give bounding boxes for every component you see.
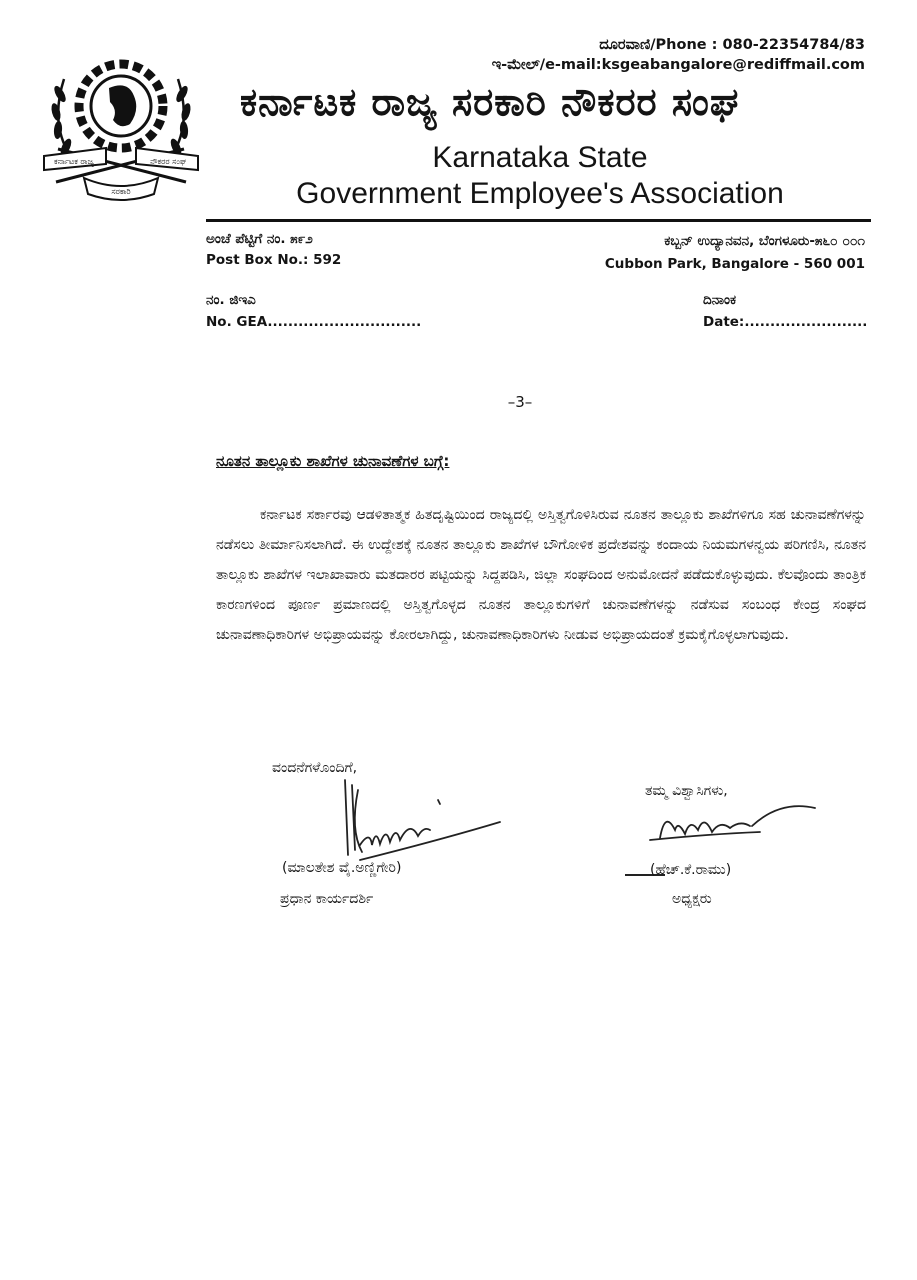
emblem-banner-left: ಕರ್ನಾಟಕ ರಾಜ್ಯ (54, 157, 94, 166)
ref-no-english: No. GEA.............................. (206, 314, 422, 330)
closing: ತಮ್ಮ ವಿಶ್ವಾಸಿಗಳು, (645, 783, 728, 799)
org-name-english (260, 140, 820, 212)
emblem-banner-bottom: ಸರಕಾರಿ (111, 187, 131, 196)
date-english: Date:........................ (703, 314, 868, 330)
association-emblem (36, 44, 206, 209)
right-signatory-designation: ಅಧ್ಯಕ್ಷರು (672, 891, 712, 907)
org-name-english-line1: Karnataka State (432, 141, 648, 174)
greeting: ವಂದನೆಗಳೊಂದಿಗೆ, (272, 760, 358, 776)
email-line: ಇ-ಮೇಲ್/e-mail:ksgeabangalore@rediffmail.com (491, 57, 865, 73)
left-signatory-name: (ಮಾಲತೇಶ ವೈ.ಅಣ್ಣಿಗೇರಿ) (282, 860, 402, 876)
left-signatory-designation: ಪ್ರಧಾನ ಕಾರ್ಯದರ್ಶಿ (280, 891, 374, 907)
post-box-english: Post Box No.: 592 (206, 252, 342, 268)
right-signatory-name: (ಹೆಚ್.ಕೆ.ರಾಮು) (650, 862, 732, 878)
page-number: –3– (507, 393, 533, 411)
emblem-banner-right: ನೌಕರರ ಸಂಘ (150, 157, 186, 166)
letter-subject: ನೂತನ ತಾಲ್ಲೂಕು ಶಾಖೆಗಳ ಚುನಾವಣೆಗಳ ಬಗ್ಗೆ: (216, 452, 450, 470)
address-kannada: ಕಬ್ಬನ್ ಉದ್ಯಾನವನ, ಬೆಂಗಳೂರು-೫೬೦ ೦೦೧ (664, 233, 865, 249)
ref-no-kannada: ನಂ. ಜಿಇಎ (206, 292, 256, 308)
org-name-english-line2: Government Employee's Association (296, 177, 784, 210)
right-signature (620, 790, 820, 850)
phone-line: ದೂರವಾಣಿ/Phone : 080-22354784/83 (599, 37, 865, 53)
address-english: Cubbon Park, Bangalore - 560 001 (604, 256, 865, 272)
date-kannada: ದಿನಾಂಕ (703, 292, 737, 308)
header-divider (206, 219, 871, 222)
org-name-kannada: ಕರ್ನಾಟಕ ರಾಜ್ಯ ಸರಕಾರಿ ನೌಕರರ ಸಂಘ (240, 80, 740, 124)
letter-body: ಕರ್ನಾಟಕ ಸರ್ಕಾರವು ಆಡಳಿತಾತ್ಮಕ ಹಿತದೃಷ್ಟಿಯಿಂದ ರಾಜ್ಯದಲ್ಲಿ ಅಸ್ತಿತ್ವಗೊಳಿಸಿರುವ ನೂತನ ತಾಲ್ಲೂಕು ಶಾಖೆಗಳಿಗೂ ಸಹ ಚುನಾವಣೆಗಳನ್ನು ನಡೆಸಲು ತೀರ್ಮಾನಿಸಲಾಗಿದೆ. ಈ ಉದ್ದೇಶಕ್ಕೆ ನೂತನ ತಾಲ್ಲೂಕು ಶಾಖೆಗಳ ಬೌಗೋಳಿಕ ಪ್ರದೇಶವನ್ನು ಕಂದಾಯ ನಿಯಮಗಳನ್ವಯ ಪರಿಗಣಿಸಿ, ನೂತನ ತಾಲ್ಲೂಕು ಶಾಖೆಗಳ ಇಲಾಖಾವಾರು ಮತದಾರರ ಪಟ್ಟಿಯನ್ನು ಸಿದ್ದಪಡಿಸಿ, ಜಿಲ್ಲಾ ಸಂಘದಿಂದ ಅನುಮೋದನೆ ಪಡೆದುಕೊಳ್ಳುವುದು. ಕೆಲವೊಂದು ತಾಂತ್ರಿಕ ಕಾರಣಗಳಿಂದ ಪೂರ್ಣ ಪ್ರಮಾಣದಲ್ಲಿ ಅಸ್ತಿತ್ವಗೊಳ್ಳದ ನೂತನ ತಾಲ್ಲೂಕುಗಳಿಗೆ ಚುನಾವಣೆಗಳನ್ನು ನಡೆಸುವ ಸಂಬಂಧ ಕೇಂದ್ರ ಸಂಘದ ಚುನಾವಣಾಧಿಕಾರಿಗಳ ಅಭಿಪ್ರಾಯವನ್ನು ಕೋರಲಾಗಿದ್ದು, ಚುನಾವಣಾಧಿಕಾರಿಗಳು ನೀಡುವ ಅಭಿಪ್ರಾಯದಂತೆ ಕ್ರಮಕೈಗೊಳ್ಳಲಾಗುವುದು. (216, 507, 866, 643)
post-box-kannada: ಅಂಚೆ ಪೆಟ್ಟಿಗೆ ನಂ. ೫೯೨ (206, 231, 313, 247)
